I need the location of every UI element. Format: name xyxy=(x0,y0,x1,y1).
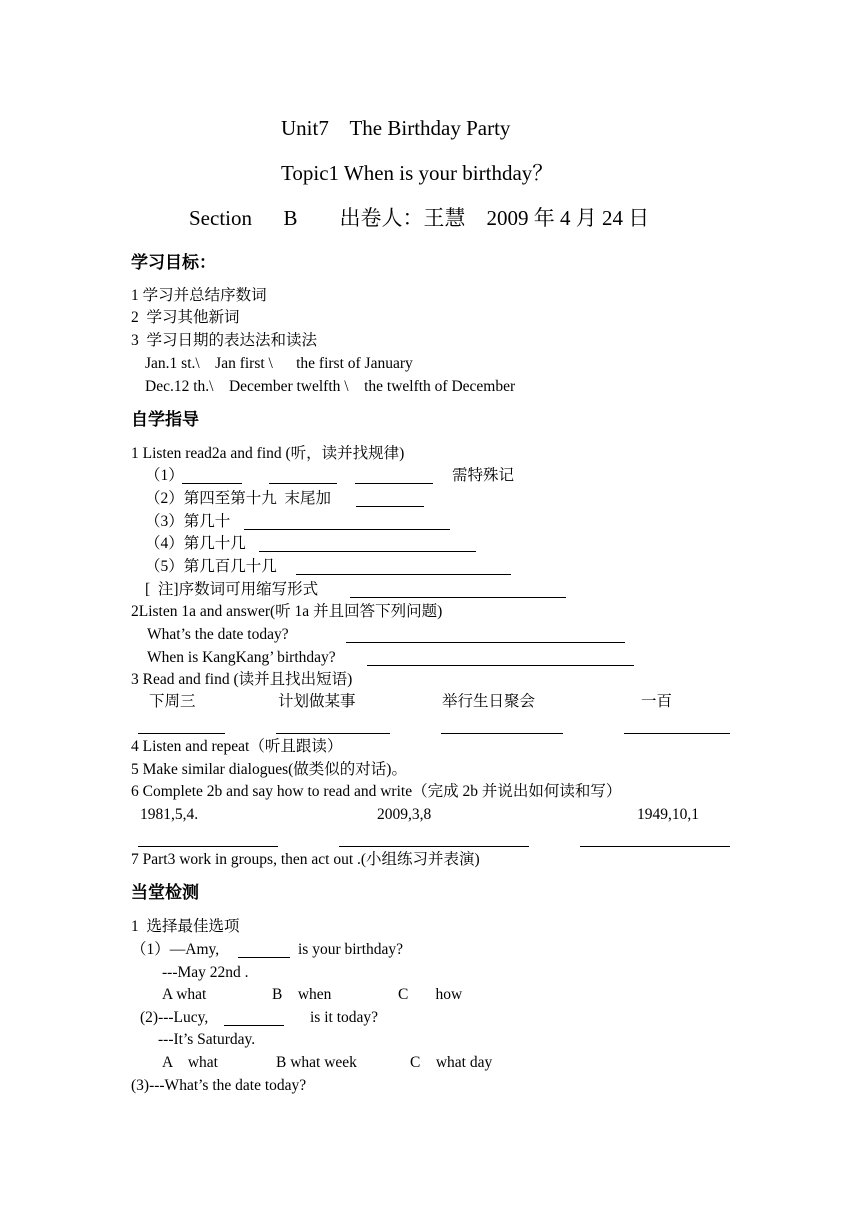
step1-row-3-label: （3）第几十 xyxy=(145,513,231,530)
question-2-tail: is it today? xyxy=(310,1009,379,1026)
date-cue-2: 2009,3,8 xyxy=(377,806,432,823)
answer-line[interactable] xyxy=(138,846,278,847)
option-b: B what week xyxy=(276,1054,357,1071)
answer-line[interactable] xyxy=(346,642,625,643)
step1-row-1-note: 需特殊记 xyxy=(452,467,515,484)
blank-line[interactable] xyxy=(269,483,337,484)
phrase-cue-1: 下周三 xyxy=(149,693,196,710)
guide-step-1: 1 Listen read2a and find (听，读并找规律) xyxy=(131,445,405,462)
answer-line[interactable] xyxy=(624,733,730,734)
blank-line[interactable] xyxy=(259,551,476,552)
blank-line[interactable] xyxy=(356,506,424,507)
blank-line[interactable] xyxy=(244,529,450,530)
blank-line[interactable] xyxy=(238,957,290,958)
answer-line[interactable] xyxy=(339,846,529,847)
answer-line[interactable] xyxy=(441,733,563,734)
answer-line[interactable] xyxy=(138,733,225,734)
answer-line[interactable] xyxy=(367,665,634,666)
phrase-cue-4: 一百 xyxy=(641,693,673,710)
goal-example-1: Jan.1 st.\ Jan first \ the first of January xyxy=(145,355,413,372)
question-1-answer: ---May 22nd . xyxy=(162,964,249,981)
guide-step-6: 6 Complete 2b and say how to read and write（完成 2b 并说出如何读和写） xyxy=(131,783,622,800)
question-3: (3)---What’s the date today? xyxy=(131,1077,307,1094)
step1-row-6-label: [ 注]序数词可用缩写形式 xyxy=(145,581,319,598)
question-1-tail: is your birthday? xyxy=(298,941,404,958)
blank-line[interactable] xyxy=(182,483,242,484)
guide-step-5: 5 Make similar dialogues(做类似的对话)。 xyxy=(131,761,407,778)
question-1: （1）—Amy, xyxy=(131,941,220,958)
phrase-cue-2: 计划做某事 xyxy=(278,693,356,710)
answer-line[interactable] xyxy=(580,846,730,847)
phrase-cue-3: 举行生日聚会 xyxy=(442,693,536,710)
blank-line[interactable] xyxy=(355,483,433,484)
step1-row-1-label: （1） xyxy=(145,467,184,484)
option-a: A what xyxy=(162,1054,218,1071)
goal-item-3: 3 学习日期的表达法和读法 xyxy=(131,332,318,349)
question-2: (2)---Lucy, xyxy=(140,1009,209,1026)
section-line: Section B 出卷人：王慧 2009 年 4 月 24 日 xyxy=(189,206,650,230)
step2-question-2: When is KangKang’ birthday? xyxy=(147,649,336,666)
topic-title: Topic1 When is your birthday？ xyxy=(281,161,554,185)
option-a: A what xyxy=(162,986,207,1003)
option-c: C what day xyxy=(410,1054,493,1071)
blank-line[interactable] xyxy=(224,1025,284,1026)
test-intro: 1 选择最佳选项 xyxy=(131,918,240,935)
option-b: B when xyxy=(272,986,332,1003)
option-c: C how xyxy=(398,986,463,1003)
guide-step-4: 4 Listen and repeat（听且跟读） xyxy=(131,738,343,755)
unit-title: Unit7 The Birthday Party xyxy=(281,116,511,140)
goals-heading: 学习目标： xyxy=(131,253,216,273)
guide-heading: 自学指导 xyxy=(131,410,199,430)
guide-step-7: 7 Part3 work in groups, then act out .(小组练习并表演) xyxy=(131,851,480,868)
question-2-answer: ---It’s Saturday. xyxy=(158,1031,256,1048)
date-cue-3: 1949,10,1 xyxy=(637,806,699,823)
date-cue-1: 1981,5,4. xyxy=(140,806,199,823)
step1-row-4-label: （4）第几十几 xyxy=(145,535,246,552)
guide-step-3: 3 Read and find (读并且找出短语) xyxy=(131,671,353,688)
answer-line[interactable] xyxy=(276,733,390,734)
blank-line[interactable] xyxy=(296,574,511,575)
test-heading: 当堂检测 xyxy=(131,883,199,903)
guide-step-2: 2Listen 1a and answer(听 1a 并且回答下列问题) xyxy=(131,603,443,620)
step2-question-1: What’s the date today? xyxy=(147,626,289,643)
step1-row-2-label: （2）第四至第十九 末尾加 xyxy=(145,490,332,507)
goal-example-2: Dec.12 th.\ December twelfth \ the twelfth of December xyxy=(145,378,516,395)
blank-line[interactable] xyxy=(350,597,566,598)
goal-item-2: 2 学习其他新词 xyxy=(131,309,240,326)
goal-item-1: 1 学习并总结序数词 xyxy=(131,287,267,304)
step1-row-5-label: （5）第几百几十几 xyxy=(145,558,277,575)
